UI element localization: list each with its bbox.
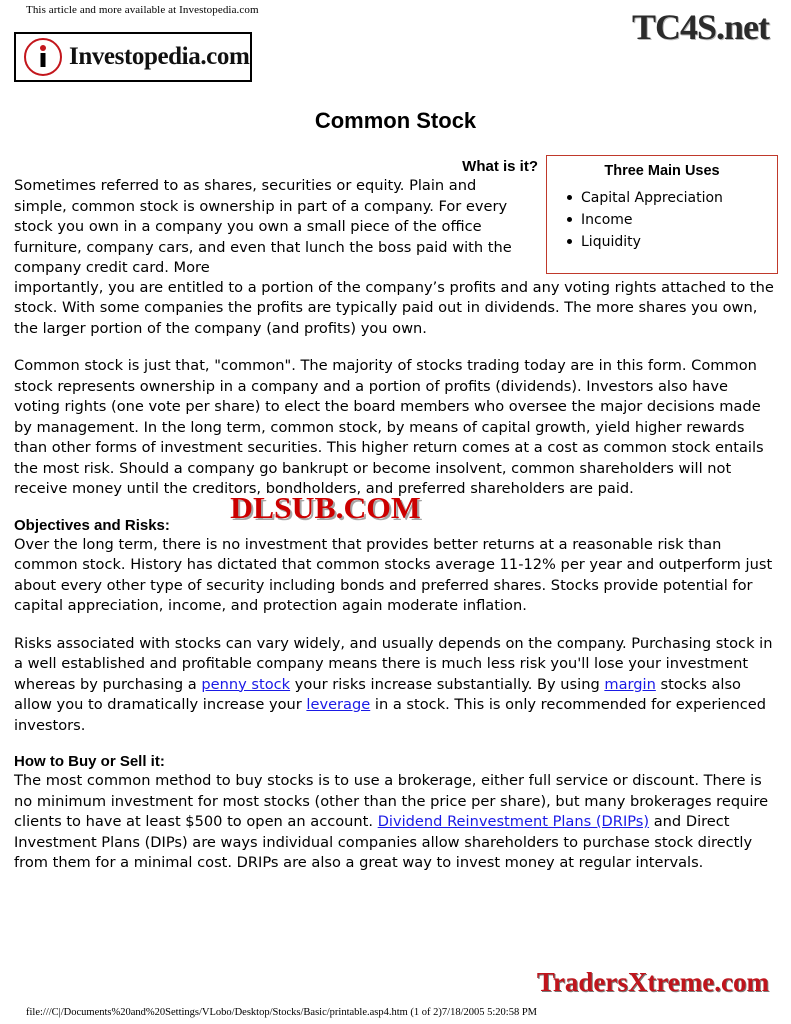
paragraph-4-text-b: your risks increase substantially. By using xyxy=(290,675,605,693)
top-note: This article and more available at Investopedia.com xyxy=(26,4,259,16)
watermark-tradersxtreme: TradersXtreme.com xyxy=(536,967,769,997)
paragraph-4-text-a: Risks associated with stocks can vary widely, and usually depends on the company. Purchasing stock in a well established and profitable company means there is much less risk you'll lose your investment whereas by purchasing a xyxy=(14,634,773,693)
paragraph-5-text-b: and Direct Investment Plans (DIPs) are ways individual companies allow shareholders to purchase stock directly from them for a minimal cost. DRIPs are also a great way to invest money at regular intervals. xyxy=(14,813,753,871)
paragraph-2: Common stock is just that, "common". The majority of stocks trading today are in this form. Common stock represents ownership in a company and a portion of profits (dividends). Investors also have voting rights (one vote per share) to elect the board members who oversee the major decisions made by management. In the long term, common stock, by means of capital growth, yield higher rewards than other forms of investment securities. This higher return comes at a cost as common stock entails the most risk. Should a company go bankrupt or become insolvent, common shareholders will not receive money until the creditors, bondholders, and preferred shareholders are paid. xyxy=(14,357,764,497)
paragraph-3: Over the long term, there is no investment that provides better returns at a reasonable risk than common stock. History has dictated that common stocks average 11-12% per year and outperform just about every other type of security including bonds and preferred shares. Stocks provide potential for capital appreciation, income, and protection again moderate inflation. xyxy=(14,535,773,614)
paragraph-1b: importantly, you are entitled to a portion of the company’s profits and any voting rights attached to the stock. With some companies the profits are typically paid out in dividends. The more shares you own, the larger portion of the company (and profits) you own. xyxy=(14,278,774,337)
investopedia-logo xyxy=(14,32,252,82)
paragraph-5 xyxy=(14,771,778,874)
page-title: Common Stock xyxy=(314,108,477,133)
link-leverage[interactable]: leverage xyxy=(306,696,371,713)
link-drips[interactable]: Dividend Reinvestment Plans (DRIPs) xyxy=(377,813,650,830)
link-penny-stock[interactable]: penny stock xyxy=(201,675,291,693)
investopedia-i-icon xyxy=(24,38,62,76)
section-heading-what-is-it: What is it? xyxy=(462,158,538,175)
paragraph-1a: Sometimes referred to as shares, securities or equity. Plain and simple, common stock is ownership in part of a company. For every stock you own in a company you own a small piece of the office furniture, company cars, and even that lunch the boss paid with the company credit card. More xyxy=(14,177,512,276)
paragraph-4-text-d: in a stock. This is only recommended for experienced investors. xyxy=(14,696,766,734)
logo-text: Investopedia.com xyxy=(69,43,250,70)
list-item: Capital Appreciation xyxy=(581,187,777,209)
footer-path: file:///C|/Documents%20and%20Settings/VLobo/Desktop/Stocks/Basic/printable.asp4.htm (1 of 2)7/18/2005 5:20:58 PM xyxy=(26,1007,538,1018)
section-heading-objectives: Objectives and Risks: xyxy=(14,516,170,534)
paragraph-4 xyxy=(14,634,778,737)
watermark-dlsub: DLSUB.COM xyxy=(230,490,421,525)
paragraph-4-text-c: stocks also allow you to dramatically increase your xyxy=(14,675,741,713)
list-item: Liquidity xyxy=(581,231,777,253)
article-body xyxy=(14,176,778,891)
paragraph-5-text-a: The most common method to buy stocks is to use a brokerage, either full service or discount. There is no minimum investment for most stocks (other than the price per share), but many brokerages require clients to have at least $500 to open an account. xyxy=(14,772,769,830)
watermark-tc4s: TC4S.net xyxy=(631,7,769,47)
list-item: Income xyxy=(581,209,777,231)
section-heading-how-to-buy: How to Buy or Sell it: xyxy=(14,753,165,770)
callout-title: Three Main Uses xyxy=(604,163,720,179)
link-margin[interactable]: margin xyxy=(604,675,656,693)
